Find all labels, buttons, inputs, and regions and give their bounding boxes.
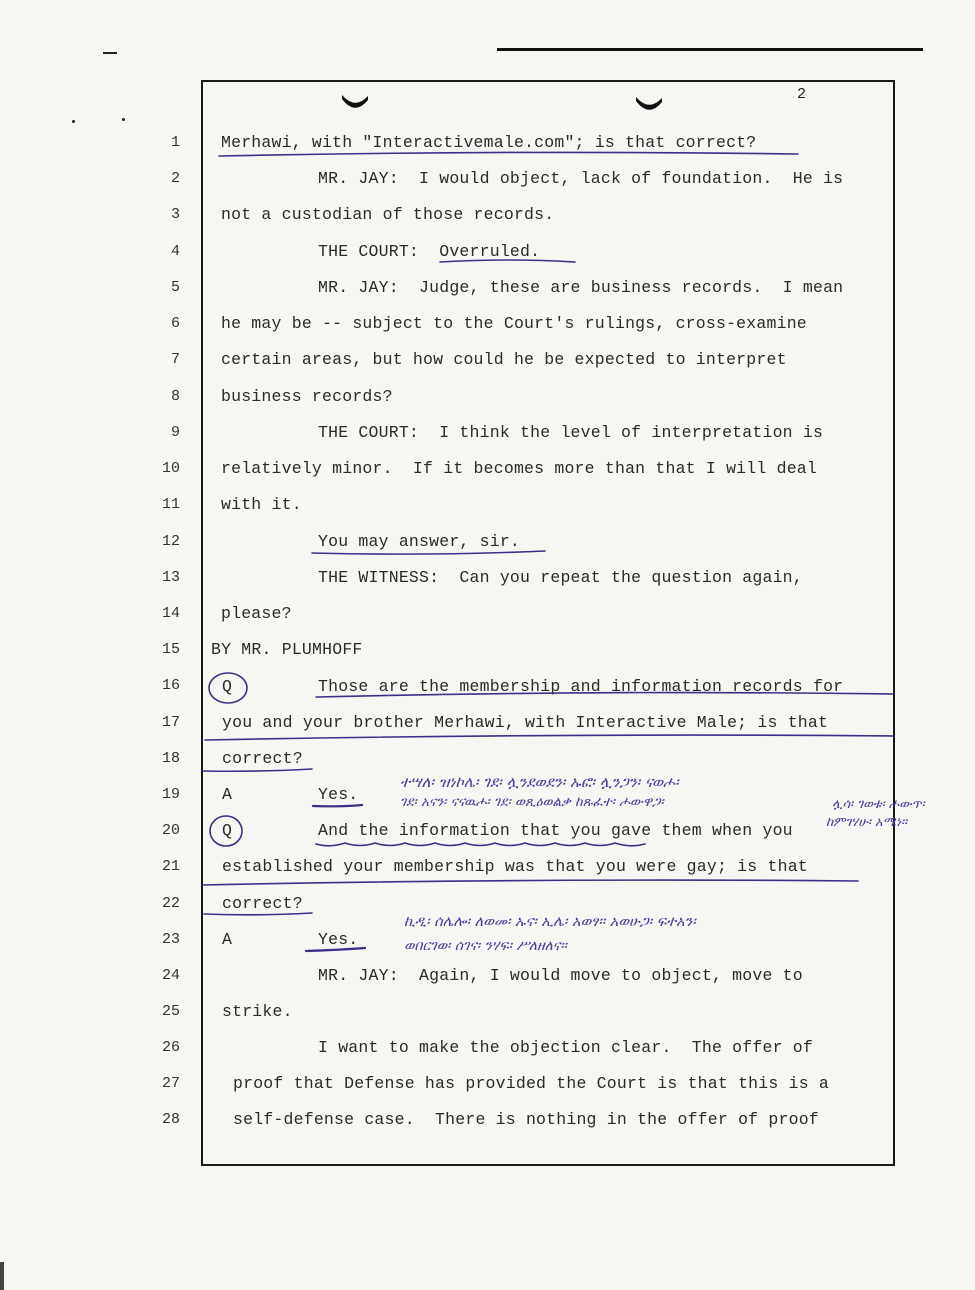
transcript-line: MR. JAY: Judge, these are business records. I mean — [318, 278, 844, 297]
transcript-line: strike. — [222, 1002, 293, 1021]
line-number: 22 — [161, 895, 180, 912]
transcript-line: Merhawi, with "Interactivemale.com"; is that correct? — [221, 133, 757, 152]
transcript-line: THE COURT: Overruled. — [318, 242, 541, 261]
qa-marker: A — [222, 930, 233, 949]
handwritten-note: ተሣለ፡ ዝነኮሌ፡ ገደ፡ ሏንደወደን፡ ኡፎ፡ ሏንጋን፡ ናወሖ፡ — [400, 773, 679, 791]
scan-dot — [72, 120, 75, 123]
handwritten-note: ሏሳ፡ ገወቱ፡ ሖውጥ፡ — [832, 797, 925, 812]
line-number: 13 — [161, 569, 180, 586]
transcript-line: And the information that you gave them when you — [318, 821, 793, 840]
transcript-line: I want to make the objection clear. The offer of — [318, 1038, 813, 1057]
line-number: 7 — [170, 351, 180, 368]
scan-mark-top-right — [497, 48, 923, 51]
transcript-line: established your membership was that you were gay; is that — [222, 857, 808, 876]
line-number: 8 — [170, 388, 180, 405]
transcript-line: BY MR. PLUMHOFF — [211, 640, 363, 659]
transcript-line: relatively minor. If it becomes more than that I will deal — [221, 459, 817, 478]
handwritten-note: ከምገሃሁ፡ አሜነ፡፡ — [826, 815, 908, 830]
transcript-line: he may be -- subject to the Court's rulings, cross-examine — [221, 314, 807, 333]
line-number: 6 — [170, 315, 180, 332]
transcript-line: you and your brother Merhawi, with Interactive Male; is that — [222, 713, 829, 732]
line-number: 3 — [170, 206, 180, 223]
line-number: 24 — [161, 967, 180, 984]
line-number: 11 — [161, 496, 180, 513]
line-number: 9 — [170, 424, 180, 441]
transcript-line: Those are the membership and information records for — [318, 677, 844, 696]
line-number: 5 — [170, 279, 180, 296]
line-number: 14 — [161, 605, 180, 622]
transcript-line: with it. — [221, 495, 302, 514]
line-number: 1 — [170, 134, 180, 151]
transcript-frame — [201, 80, 895, 1166]
scan-dot — [122, 118, 125, 121]
line-number: 19 — [161, 786, 180, 803]
qa-marker: A — [222, 785, 233, 804]
transcript-line: THE WITNESS: Can you repeat the question again, — [318, 568, 803, 587]
line-number: 16 — [161, 677, 180, 694]
page-number: 2 — [797, 86, 807, 103]
transcript-line: You may answer, sir. — [318, 532, 521, 551]
line-number: 27 — [161, 1075, 180, 1092]
line-number: 15 — [161, 641, 180, 658]
transcript-line: correct? — [222, 749, 303, 768]
line-number: 4 — [170, 243, 180, 260]
line-number: 23 — [161, 931, 180, 948]
transcript-line: business records? — [221, 387, 393, 406]
line-number: 12 — [161, 533, 180, 550]
transcript-line: THE COURT: I think the level of interpretation is — [318, 423, 824, 442]
line-number: 17 — [161, 714, 180, 731]
transcript-line: MR. JAY: I would object, lack of foundation. He is — [318, 169, 844, 188]
transcript-line: Yes. — [318, 930, 359, 949]
qa-marker: Q — [222, 821, 233, 840]
scan-mark-top-left — [103, 52, 117, 54]
qa-marker: Q — [222, 677, 233, 696]
transcript-line: Yes. — [318, 785, 359, 804]
line-number: 28 — [161, 1111, 180, 1128]
transcript-line: MR. JAY: Again, I would move to object, move to — [318, 966, 803, 985]
line-number: 25 — [161, 1003, 180, 1020]
transcript-line: please? — [221, 604, 292, 623]
line-number: 10 — [161, 460, 180, 477]
line-number: 26 — [161, 1039, 180, 1056]
scan-edge — [0, 1262, 4, 1290]
line-number: 18 — [161, 750, 180, 767]
handwritten-note: ገደ፡ አናን፡ ናናዉሖ፡ ገደ፡ ወጺዕወልቃ ከጹፈተ፡ ሖውዋጋ፡ — [400, 794, 664, 810]
line-number: 20 — [161, 822, 180, 839]
handwritten-note: ወበርገወ፡ ሰገና፡ ንሃፍ፡ ሥለዘለና፡፡ — [404, 938, 567, 954]
transcript-line: correct? — [222, 894, 303, 913]
transcript-line: not a custodian of those records. — [221, 205, 555, 224]
transcript-line: proof that Defense has provided the Court is that this is a — [233, 1074, 829, 1093]
line-number: 2 — [170, 170, 180, 187]
handwritten-note: ኪዲ፡ ሰሌሎ፡ ለወመ፡ ኡና፡ ኢሌ፡ አወፃ፡፡ አወሁጋ፡ ፍተአን፡ — [404, 914, 696, 930]
line-number: 21 — [161, 858, 180, 875]
transcript-line: certain areas, but how could he be expected to interpret — [221, 350, 787, 369]
transcript-line: self-defense case. There is nothing in the offer of proof — [233, 1110, 819, 1129]
